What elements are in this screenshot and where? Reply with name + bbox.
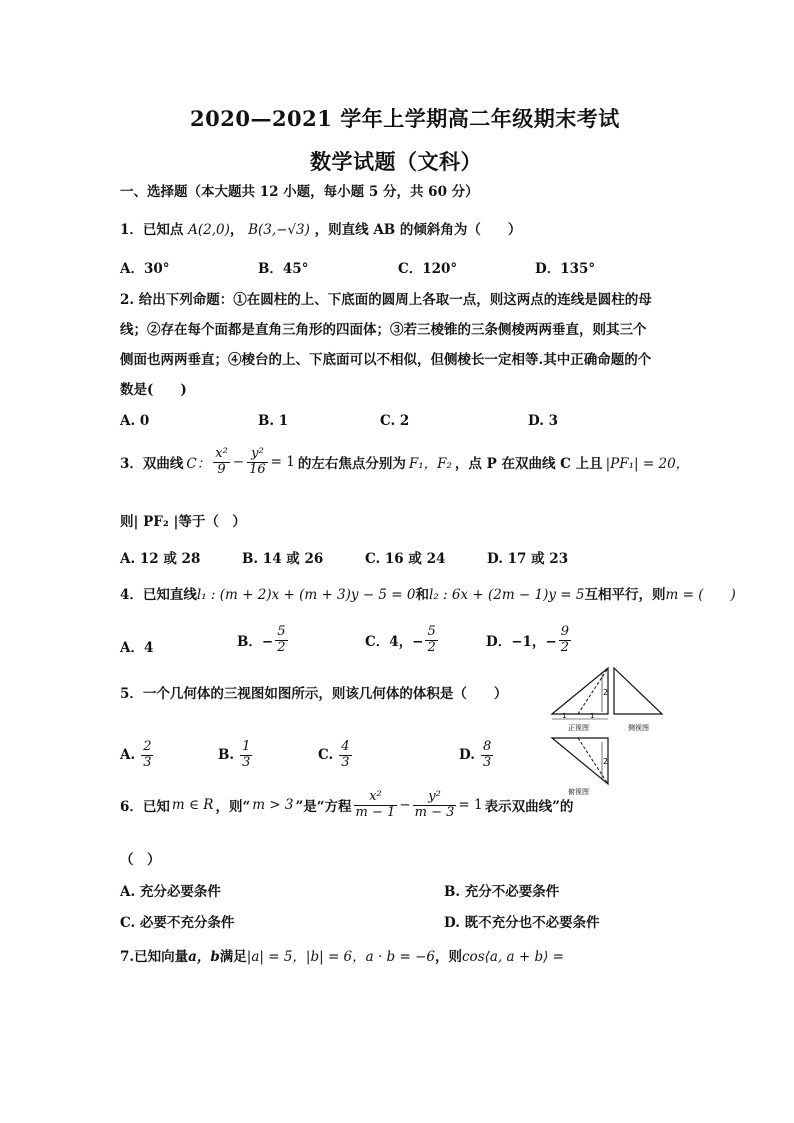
- q5-b-num: 1: [242, 739, 251, 754]
- question-1: 1．已知点 A(2,0)， B(3,−√3) ，则直线 AB 的倾斜角为（ ）: [120, 222, 522, 238]
- q4-c-den: 2: [427, 639, 436, 655]
- q3-option-a: A. 12 或 28: [120, 551, 201, 567]
- question-3: 3．双曲线 C： $\frac{\text{x²}}{9}$ − $\frac{\text{y²}}{16}$ = 1 的左右焦点分别为 F₁，F₂ ，点 P 在双曲线 C 上且 |PF₁| = 20，: [120, 446, 690, 477]
- q4-and: 和: [415, 587, 430, 603]
- q4-prefix: 4．已知直线: [120, 587, 197, 603]
- q3-curve-c: C：: [186, 456, 211, 473]
- q5-c-label: C.: [318, 747, 334, 764]
- q2-option-b: B. 1: [258, 413, 289, 429]
- q4-suffix: 互相平行，则: [584, 587, 666, 603]
- q6-mid2: ”是“方程: [295, 799, 352, 816]
- q6-m-in-r: m ∈ R: [171, 797, 214, 814]
- q3-prefix: 3．双曲线: [120, 456, 184, 473]
- side-view-triangle: [614, 668, 662, 714]
- q3-sixteen: 16: [249, 461, 266, 477]
- q7-conditions: |a| = 5，|b| = 6，a · b = −6: [246, 949, 435, 965]
- q3-frac-y: [247, 447, 268, 478]
- question-4: [120, 583, 736, 603]
- q5-b-label: B.: [218, 747, 235, 764]
- q4-m: m = ( ): [665, 587, 736, 603]
- q1-point-b: B(3,−√3): [248, 222, 310, 238]
- q4-option-d-label: D．−1，−: [486, 634, 557, 651]
- q5-c-num: 4: [341, 739, 350, 754]
- q3-nine: 9: [217, 461, 226, 477]
- q3-option-c: C. 16 或 24: [365, 551, 446, 567]
- q7-prefix: 7.已知向量: [120, 949, 189, 965]
- q6-mid: ，则“: [215, 799, 251, 816]
- q7-suffix: ，则: [435, 949, 462, 965]
- top-view-triangle: [552, 738, 608, 784]
- q6-option-c: C. 必要不充分条件: [120, 915, 235, 931]
- front-view-label: 正视图: [568, 724, 589, 732]
- q1-option-d: D．135°: [535, 261, 596, 277]
- q5-option-a: [120, 740, 153, 771]
- q6-suffix: 表示双曲线”的: [484, 799, 574, 816]
- top-dim-2: 2: [603, 757, 609, 766]
- q6-y2: y²: [413, 790, 457, 806]
- q6-option-d: D. 既不充分也不必要条件: [444, 915, 600, 931]
- q1-prefix: 1．已知点: [120, 222, 184, 238]
- q4-option-a: A．4: [120, 640, 154, 656]
- q5-d-den: 3: [482, 754, 492, 770]
- q3-y2: y²: [247, 447, 268, 463]
- q2-line-1: 2. 给出下列命题：①在圆柱的上、下底面的圆周上各取一点，则这两点的连线是圆柱的母: [120, 292, 652, 308]
- q3-x2: x²: [215, 446, 228, 461]
- q2-line-2: 线；②存在每个面都是直角三角形的四面体；③若三棱锥的三条侧棱两两垂直，则其三个: [120, 322, 647, 338]
- q6-den2: m − 3: [414, 804, 455, 820]
- q2-option-d: D. 3: [528, 413, 559, 429]
- page-title: 2020—2021 学年上学期高二年级期末考试: [190, 106, 620, 131]
- q5-option-c: [318, 740, 352, 771]
- question-5: 5．一个几何体的三视图如图所示，则该几何体的体积是（ ）: [120, 686, 508, 702]
- q4-option-b: [237, 625, 288, 656]
- q4-d-den: 2: [560, 639, 570, 655]
- front-dim-1b: 1: [590, 712, 595, 720]
- q3-line-2: 则| PF₂ |等于（ ）: [120, 514, 246, 530]
- q4-c-num: 5: [427, 624, 436, 639]
- q4-option-d: [486, 625, 571, 656]
- q4-d-num: 9: [560, 624, 570, 639]
- q4-option-c: [365, 625, 438, 656]
- q6-option-b: B. 充分不必要条件: [444, 884, 560, 900]
- q3-pf1: |PF₁| = 20，: [605, 456, 690, 473]
- q7-mid: 满足: [219, 949, 247, 965]
- q3-mid2: ，点 P 在双曲线 C 上且: [454, 456, 603, 473]
- front-dim-1a: 1: [562, 712, 567, 720]
- q2-option-a: A. 0: [120, 413, 150, 429]
- question-7: [120, 945, 564, 965]
- q6-eq: = 1: [458, 797, 483, 814]
- question-6: 6．已知 m ∈ R ，则“ m > 3 ”是“方程 $\frac{\text{x²}}{m - 1}$ − $\frac{\text{y²}}{m - 3}$ = 1 表示双曲线”的: [120, 789, 574, 820]
- q1-point-a: A(2,0): [188, 222, 230, 238]
- q5-a-den: 3: [143, 754, 152, 770]
- q6-den1: m − 1: [355, 804, 396, 820]
- three-view-figure: [548, 664, 668, 796]
- front-dim-2: 2: [603, 688, 609, 697]
- q7-expression: cos⟨a, a + b⟩ =: [462, 949, 564, 965]
- q6-paren: （ ）: [120, 852, 161, 868]
- q3-frac-x: [213, 447, 230, 478]
- q3-option-d: D. 17 或 23: [487, 551, 569, 567]
- q3-foci: F₁，F₂: [408, 456, 452, 473]
- q1-option-b: B．45°: [258, 261, 309, 277]
- q4-option-c-label: C．4，−: [365, 634, 424, 651]
- q7-vectors: a，b: [188, 949, 220, 965]
- q3-mid: 的左右焦点分别为: [297, 456, 406, 473]
- top-view-label: 俯视图: [568, 788, 589, 796]
- q4-b-den: 2: [277, 639, 286, 655]
- q3-eq: = 1: [270, 454, 295, 471]
- q6-x2: x²: [354, 790, 398, 806]
- q6-frac-y: [413, 790, 457, 821]
- q3-option-b: B. 14 或 26: [242, 551, 324, 567]
- q5-b-den: 3: [242, 754, 251, 770]
- q1-option-c: C．120°: [398, 261, 458, 277]
- q5-option-b: [218, 740, 252, 771]
- q2-line-4: 数是( ): [120, 382, 187, 398]
- q1-option-a: A．30°: [120, 261, 170, 277]
- q5-a-label: A.: [120, 747, 136, 764]
- q4-line-l2: l₂ : 6x + (2m − 1)y = 5: [429, 587, 585, 603]
- q2-line-3: 侧面也两两垂直；④棱台的上、下底面可以不相似，但侧棱长一定相等.其中正确命题的个: [120, 352, 652, 368]
- q5-option-d: [459, 740, 493, 771]
- side-view-label: 侧视图: [628, 724, 649, 732]
- q5-d-label: D.: [459, 747, 475, 764]
- q5-c-den: 3: [341, 754, 350, 770]
- front-view-triangle: [552, 668, 608, 714]
- q6-cond: m > 3: [252, 797, 294, 814]
- q6-prefix: 6．已知: [120, 799, 170, 816]
- q4-b-num: 5: [277, 624, 286, 639]
- q5-a-num: 2: [143, 739, 152, 754]
- q5-d-num: 8: [482, 739, 492, 754]
- q2-option-c: C. 2: [380, 413, 410, 429]
- q6-option-a: A. 充分必要条件: [120, 884, 221, 900]
- page-subtitle: 数学试题（文科）: [310, 149, 482, 174]
- q6-frac-x: [354, 790, 398, 821]
- section-heading: 一、选择题（本大题共 12 小题，每小题 5 分，共 60 分）: [120, 184, 479, 200]
- q4-line-l1: l₁ : (m + 2)x + (m + 3)y − 5 = 0: [196, 587, 416, 603]
- q4-option-b-label: B．−: [237, 634, 274, 651]
- q1-suffix: ，则直线 AB 的倾斜角为（ ）: [314, 222, 522, 238]
